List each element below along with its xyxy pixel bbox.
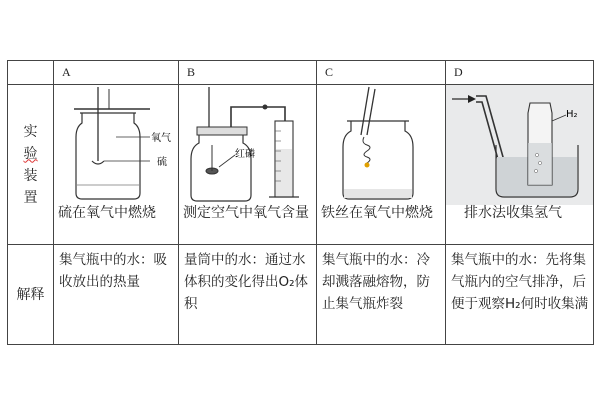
experiment-table xyxy=(7,60,594,345)
row-label-char: 置 xyxy=(23,189,38,206)
explanation-d: 集气瓶中的水：先将集气瓶内的空气排净，后便于观察H₂何时收集满 xyxy=(446,245,594,345)
comparison-table xyxy=(7,60,594,345)
water-displacement-hydrogen-diagram xyxy=(446,85,593,205)
sulfur-combustion-diagram xyxy=(54,85,178,205)
apparatus-caption-c: 铁丝在氧气中燃烧 xyxy=(321,205,433,221)
sulfur-label: 硫 xyxy=(157,157,167,168)
column-header-a: A xyxy=(54,61,179,85)
apparatus-cell-d xyxy=(446,85,594,245)
explanation-a: 集气瓶中的水：吸收放出的热量 xyxy=(54,245,179,345)
row-label-apparatus xyxy=(8,85,54,245)
apparatus-row xyxy=(8,85,594,245)
apparatus-caption-b: 测定空气中氧气含量 xyxy=(183,205,309,221)
explanation-b: 量筒中的水：通过水体积的变化得出O₂体积 xyxy=(179,245,317,345)
explanation-c: 集气瓶中的水：冷却溅落融熔物，防止集气瓶炸裂 xyxy=(317,245,446,345)
oxygen-label: 氧气 xyxy=(151,133,171,144)
row-label-explain: 解释 xyxy=(8,245,54,345)
column-header-b: B xyxy=(179,61,317,85)
hydrogen-label: H₂ xyxy=(566,109,578,120)
iron-wire-combustion-diagram xyxy=(317,85,445,205)
red-phosphorus-label: 红磷 xyxy=(235,149,255,160)
header-row xyxy=(8,61,594,85)
corner-cell xyxy=(8,61,54,85)
apparatus-cell-c xyxy=(317,85,446,245)
apparatus-cell-a xyxy=(54,85,179,245)
column-header-d: D xyxy=(446,61,594,85)
row-label-char: 实 xyxy=(23,123,38,140)
apparatus-caption-d: 排水法收集氢气 xyxy=(464,205,562,221)
explanation-row xyxy=(8,245,594,345)
oxygen-content-diagram xyxy=(179,85,316,205)
apparatus-cell-b xyxy=(179,85,317,245)
apparatus-caption-a: 硫在氧气中燃烧 xyxy=(58,205,156,221)
row-label-char: 验 xyxy=(23,145,38,162)
column-header-c: C xyxy=(317,61,446,85)
row-label-char: 装 xyxy=(23,167,38,184)
